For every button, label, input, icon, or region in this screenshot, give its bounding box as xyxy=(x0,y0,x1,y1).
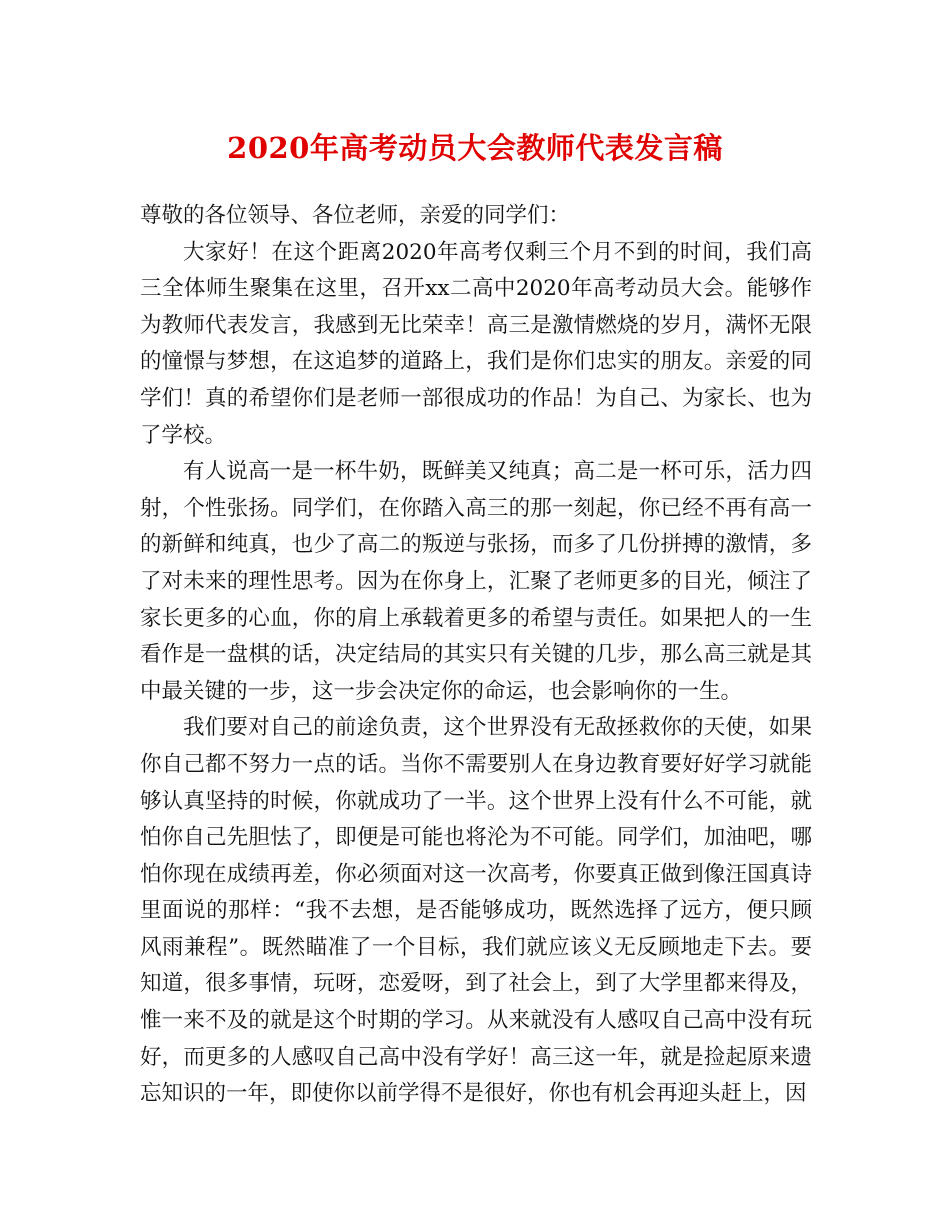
salutation: 尊敬的各位领导、各位老师，亲爱的同学们： xyxy=(140,203,571,228)
paragraph-1: 大家好！在这个距离2020年高考仅剩三个月不到的时间，我们高三全体师生聚集在这里，召开xx二高中2020年高考动员大会。能够作为教师代表发言，我感到无比荣幸！高三是激情燃烧的岁月，满怀无限的憧憬与梦想，在这追梦的道路上，我们是你们忠实的朋友。亲爱的同学们！真的希望你们是老师一部很成功的作品！为自己、为家长、也为了学校。 xyxy=(140,239,812,448)
paragraph-2: 有人说高一是一杯牛奶，既鲜美又纯真；高二是一杯可乐，活力四射，个性张扬。同学们，在你踏入高三的那一刻起，你已经不再有高一的新鲜和纯真，也少了高二的叛逆与张扬，而多了几份拼搏的激情，多了对未来的理性思考。因为在你身上，汇聚了老师更多的目光，倾注了家长更多的心血，你的肩上承载着更多的希望与责任。如果把人的一生看作是一盘棋的话，决定结局的其实只有关键的几步，那么高三就是其中最关键的一步，这一步会决定你的命运，也会影响你的一生。 xyxy=(140,459,812,704)
document-body xyxy=(140,198,812,1113)
document-title: 2020年高考动员大会教师代表发言稿 xyxy=(227,131,723,165)
paragraph-3: 我们要对自己的前途负责，这个世界没有无敌拯救你的天使，如果你自己都不努力一点的话。当你不需要别人在身边教育要好好学习就能够认真坚持的时候，你就成功了一半。这个世界上没有什么不可能，就怕你自己先胆怯了，即便是可能也将沦为不可能。同学们，加油吧，哪怕你现在成绩再差，你必须面对这一次高考，你要真正做到像汪国真诗里面说的那样：“我不去想，是否能够成功，既然选择了远方，便只顾风雨兼程”。既然瞄准了一个目标，我们就应该义无反顾地走下去。要知道，很多事情，玩呀，恋爱呀，到了社会上，到了大学里都来得及，惟一来不及的就是这个时期的学习。从来就没有人感叹自己高中没有玩好，而更多的人感叹自己高中没有学好！高三这一年，就是捡起原来遗忘知识的一年，即使你以前学得不是很好，你也有机会再迎头赶上，因 xyxy=(140,715,812,1107)
